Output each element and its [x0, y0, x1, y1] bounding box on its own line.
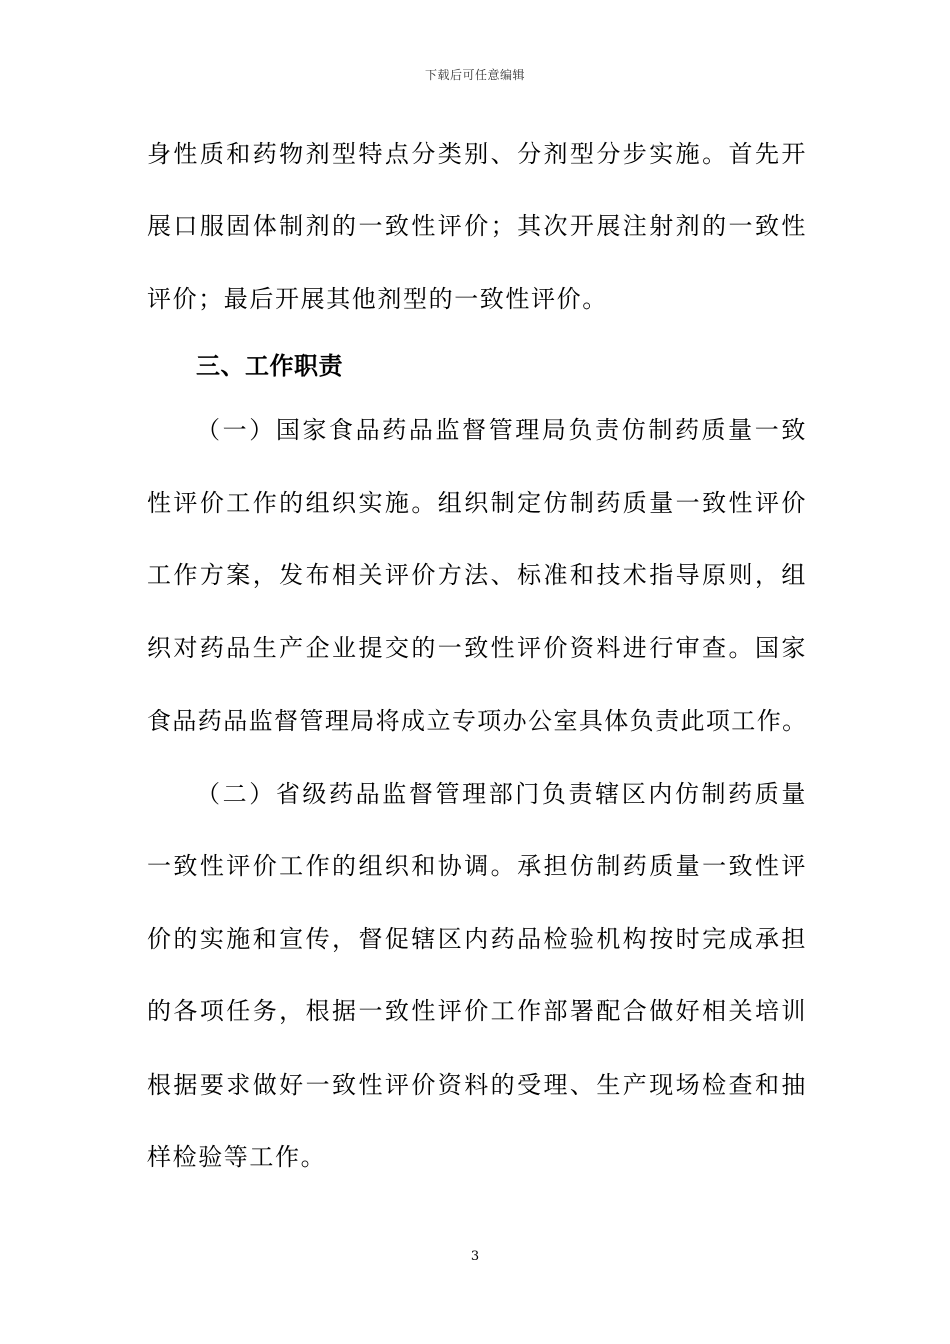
- paragraph-line: 价的实施和宣传，督促辖区内药品检验机构按时完成承担: [147, 925, 807, 953]
- paragraph-line: 展口服固体制剂的一致性评价；其次开展注射剂的一致性: [147, 212, 807, 240]
- paragraph-line: 工作方案，发布相关评价方法、标准和技术指导原则，组: [147, 561, 807, 589]
- paragraph-line: 样检验等工作。: [147, 1143, 327, 1171]
- paragraph-line: 食品药品监督管理局将成立专项办公室具体负责此项工作。: [147, 707, 807, 735]
- header-note: 下载后可任意编辑: [424, 68, 525, 82]
- paragraph-line: 性评价工作的组织实施。组织制定仿制药质量一致性评价: [147, 489, 807, 517]
- paragraph-line: （一）国家食品药品监督管理局负责仿制药质量一致: [196, 416, 807, 444]
- paragraph-line: 评价；最后开展其他剂型的一致性评价。: [147, 285, 608, 313]
- paragraph-line: 织对药品生产企业提交的一致性评价资料进行审查。国家: [147, 634, 807, 662]
- paragraph-line: 一致性评价工作的组织和协调。承担仿制药质量一致性评: [147, 852, 807, 880]
- paragraph-line: 根据要求做好一致性评价资料的受理、生产现场检查和抽: [147, 1071, 807, 1099]
- paragraph-line: 的各项任务，根据一致性评价工作部署配合做好相关培训: [147, 997, 807, 1025]
- page-number: 3: [470, 1249, 480, 1264]
- paragraph-line: （二）省级药品监督管理部门负责辖区内仿制药质量: [196, 780, 807, 808]
- section-heading: 三、工作职责: [196, 352, 343, 380]
- paragraph-line: 身性质和药物剂型特点分类别、分剂型分步实施。首先开: [147, 140, 807, 168]
